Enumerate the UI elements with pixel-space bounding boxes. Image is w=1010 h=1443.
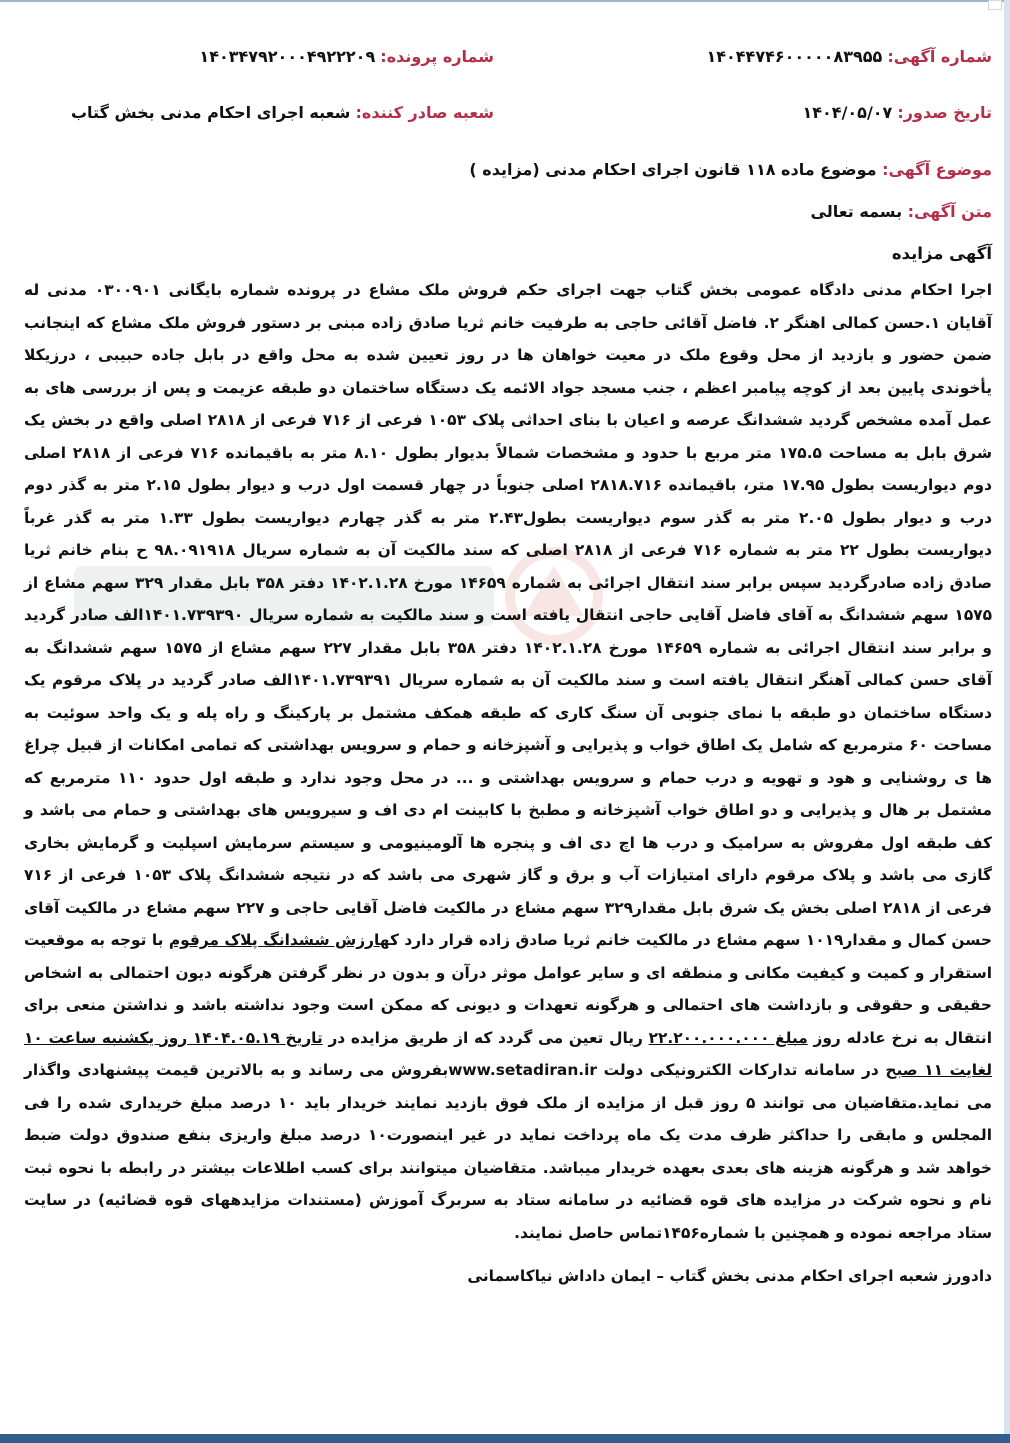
auction-date-time: تاریخ ۱۴۰۴.۰۵.۱۹ روز یکشنبه ساعت ۱۰ لغایت ۱۱ صبح <box>24 1028 992 1079</box>
issuing-branch <box>24 103 494 122</box>
text-intro-line <box>24 198 992 226</box>
signature: دادورز شعبه اجرای احکام مدنی بخش گتاب – ایمان داداش نیاکاسمانی <box>467 1267 992 1285</box>
file-number-label: شماره پرونده: <box>380 46 494 66</box>
file-number-value: ۱۴۰۳۴۷۹۲۰۰۰۴۹۲۲۲۰۹ <box>199 46 376 66</box>
body-part-4: در سامانه تدارکات الکترونیکی دولت www.setadiran.irبفروش می رساند و به بالاترین قیمت پیشنهادی واگذار می نماید.متقاضیان می توانند ۵ روز قبل از مزایده از ملک فوق بازدید نمایند خریدار باید ۱۰ درصد مبلغ خریداری شده را فی المجلس و مابقی را حداکثر ظرف مدت یک ماه پرداخت نماید در غیر اینصورت۱۰ درصد مبلغ واریزی بنفع صندوق دولت ضبط خواهد شد و هرگونه هزینه های بعدی بعهده خریدار میباشد. متقاضیان میتوانند برای کسب اطلاعات بیشتر در رابطه با نحوه ثبت نام و نحوه شرکت در مزایده های قوه قضائیه در سامانه ستاد به سربرگ آموزش (مستندات مزایدههای قوه قضائیه) در سایت ستاد مراجعه نموده و همچنین با شماره۱۴۵۶تماس حاصل نمایند. <box>24 1061 992 1242</box>
issuing-branch-value: شعبه اجرای احکام مدنی بخش گتاب <box>70 102 351 122</box>
ad-number <box>522 47 992 66</box>
issue-date <box>522 103 992 122</box>
body-part-3: ریال تعین می گردد که از طریق مزایده در <box>322 1028 649 1047</box>
issue-date-label: تاریخ صدور: <box>897 102 992 122</box>
body-part-1: اجرا احکام مدنی دادگاه عمومی بخش گتاب جهت اجرای حکم فروش ملک مشاع در پرونده شماره بایگانی ۰۳۰۰۹۰۱ مدنی له آقایان ۱.حسن کمالی اهنگر ۲. فاضل آقائی حاجی به طرفیت خانم ثریا صادق زاده مبنی بر دستور فروش ملک مشاع که اینجانب ضمن حضور و بازدید از محل وقوع ملک در معیت خواهان ها در روز تعیین شده به محل واقع در بابل جاده حبیبی ، درزیکلا یأخوندی پایین بعد از کوچه پیامبر اعظم ، جنب مسجد جواد الائمه یک دستگاه ساختمان دو طبقه عزیمت و پس از بررسی های به عمل آمده مشخص گردید ششدانگ عرصه و اعیان با بنای احداثی پلاک ۱۰۵۳ فرعی از ۷۱۶ فرعی از ۲۸۱۸ اصلی واقع در بخش یک شرق بابل به مساحت ۱۷۵.۵ متر مربع با حدود و مشخصات شمالاً بدیوار بطول ۸.۱۰ متر به باقیمانده ۷۱۶ فرعی از ۲۸۱۸ اصلی دوم دیواریست بطول ۱۷.۹۵ متر، باقیمانده ۲۸۱۸.۷۱۶ اصلی جنوباً در چهار قسمت اول درب و دیوار بطول ۲.۱۵ متر به گذر دوم درب و دیوار بطول ۲.۰۵ متر به گذر سوم دیواریست بطول۲.۴۳ متر به گذر چهارم دیواریست بطول ۱.۳۳ متر به گذر غرباً دیواریست بطول ۲۲ متر به شماره ۷۱۶ فرعی از ۲۸۱۸ اصلی که سند مالکیت آن به شماره سریال ۹۸.۰۹۱۹۱۸ ح بنام خانم ثریا صادق زاده صادرگردید سپس برابر سند انتقال اجرائی به شماره ۱۴۶۵۹ مورخ ۱۴۰۲.۱.۲۸ دفتر ۳۵۸ بابل مقدار ۳۲۹ سهم مشاع از ۱۵۷۵ سهم ششدانگ به آقای فاضل آقایی حاجی انتقال یافته است و سند مالکیت به شماره سریال ۱۴۰۱.۷۳۹۳۹۰الف صادر گردید و برابر سند انتقال اجرائی به شماره ۱۴۶۵۹ مورخ ۱۴۰۲.۱.۲۸ دفتر ۳۵۸ بابل مقدار ۲۲۷ سهم مشاع از ۱۵۷۵ سهم ششدانگ به آقای حسن کمالی آهنگر انتقال یافته است و سند مالکیت آن به شماره سریال ۱۴۰۱.۷۳۹۳۹۱الف صادر گردید در پلاک مرقوم یک دستگاه ساختمان دو طبقه با نمای جنوبی آن سنگ کاری که طبقه همکف مشتمل بر پارکینگ و راه پله و یک واحد سوئیت به مساحت ۶۰ مترمربع که شامل یک اطاق خواب و پذیرایی و آشپزخانه و حمام و سرویس بهداشتی که تمامی امکانات از قبیل چراغ ها ی روشنایی و هود و تهویه و درب حمام و سرویس بهداشتی و ... در محل وجود ندارد و طبقه اول حدود ۱۱۰ مترمربع که مشتمل بر هال و پذیرایی و دو اطاق خواب آشپزخانه و مطبخ با کابینت ام دی اف و سیرویس های بهداشتی و حمام می باشد و کف طبقه اول مفروش به سرامیک و درب ها اچ دی اف و پنجره ها آلومینیومی و سیستم سرمایش اسپلیت و گرمایش بخاری گازی می باشد و پلاک مرقوم دارای امتیازات آب و برق و گاز شهری می باشد که در نتیجه ششدانگ پلاک ۱۰۵۳ فرعی از ۷۱۶ فرعی از ۲۸۱۸ اصلی بخش یک شرق بابل مقدار۳۲۹ سهم مشاع در مالکیت فاضل آقایی حاجی و ۲۲۷ سهم مشاع در مالکیت آقای حسن کمال و مقدار۱۰۱۹ سهم مشاع در مالکیت خانم ثریا صادق زاده قرار دارد که <box>24 281 993 949</box>
issue-date-value: ۱۴۰۴/۰۵/۰۷ <box>802 102 893 122</box>
header-row-2 <box>24 84 992 140</box>
subject-label: موضوع آگهی: <box>882 160 992 179</box>
text-intro-value: بسمه تعالی <box>810 202 903 221</box>
text-intro-label: متن آگهی: <box>907 202 992 221</box>
bottom-bar <box>0 1434 1010 1443</box>
ad-number-label: شماره آگهی: <box>887 46 992 66</box>
value-phrase: ارزش ششدانگ پلاک مرقوم <box>168 931 380 949</box>
subject-line <box>24 156 992 184</box>
price-amount: مبلغ ۲۲.۲۰۰.۰۰۰.۰۰۰ <box>648 1028 808 1047</box>
subject-value: موضوع ماده ۱۱۸ قانون اجرای احکام مدنی (مزایده ) <box>469 160 877 179</box>
notice-body <box>24 274 992 1249</box>
header-row-1 <box>24 28 992 84</box>
notice-document <box>24 28 992 1285</box>
file-number <box>24 47 494 66</box>
scrollbar-track[interactable] <box>1004 0 1010 1443</box>
notice-title: آگهی مزایده <box>891 244 992 263</box>
ad-number-value: ۱۴۰۴۴۷۴۶۰۰۰۰۰۸۳۹۵۵ <box>706 46 883 66</box>
issuing-branch-label: شعبه صادر کننده: <box>355 102 494 122</box>
body-part-2: با توجه به موقعیت استقرار و کمیت و کیفیت مکانی و منطقه ای و سایر عوامل موثر درآن و بدون در نظر گرفتن هرگونه دیون احتمالی به اشخاص حقیقی و حقوقی و بازداشت های احتمالی و هرگونه تعهدات و دیونی که ممکن است وجود نداشته باشد و نداشتن منعی برای انتقال به نرخ عادله روز <box>24 931 992 1047</box>
corner-tab-icon <box>988 0 1002 10</box>
